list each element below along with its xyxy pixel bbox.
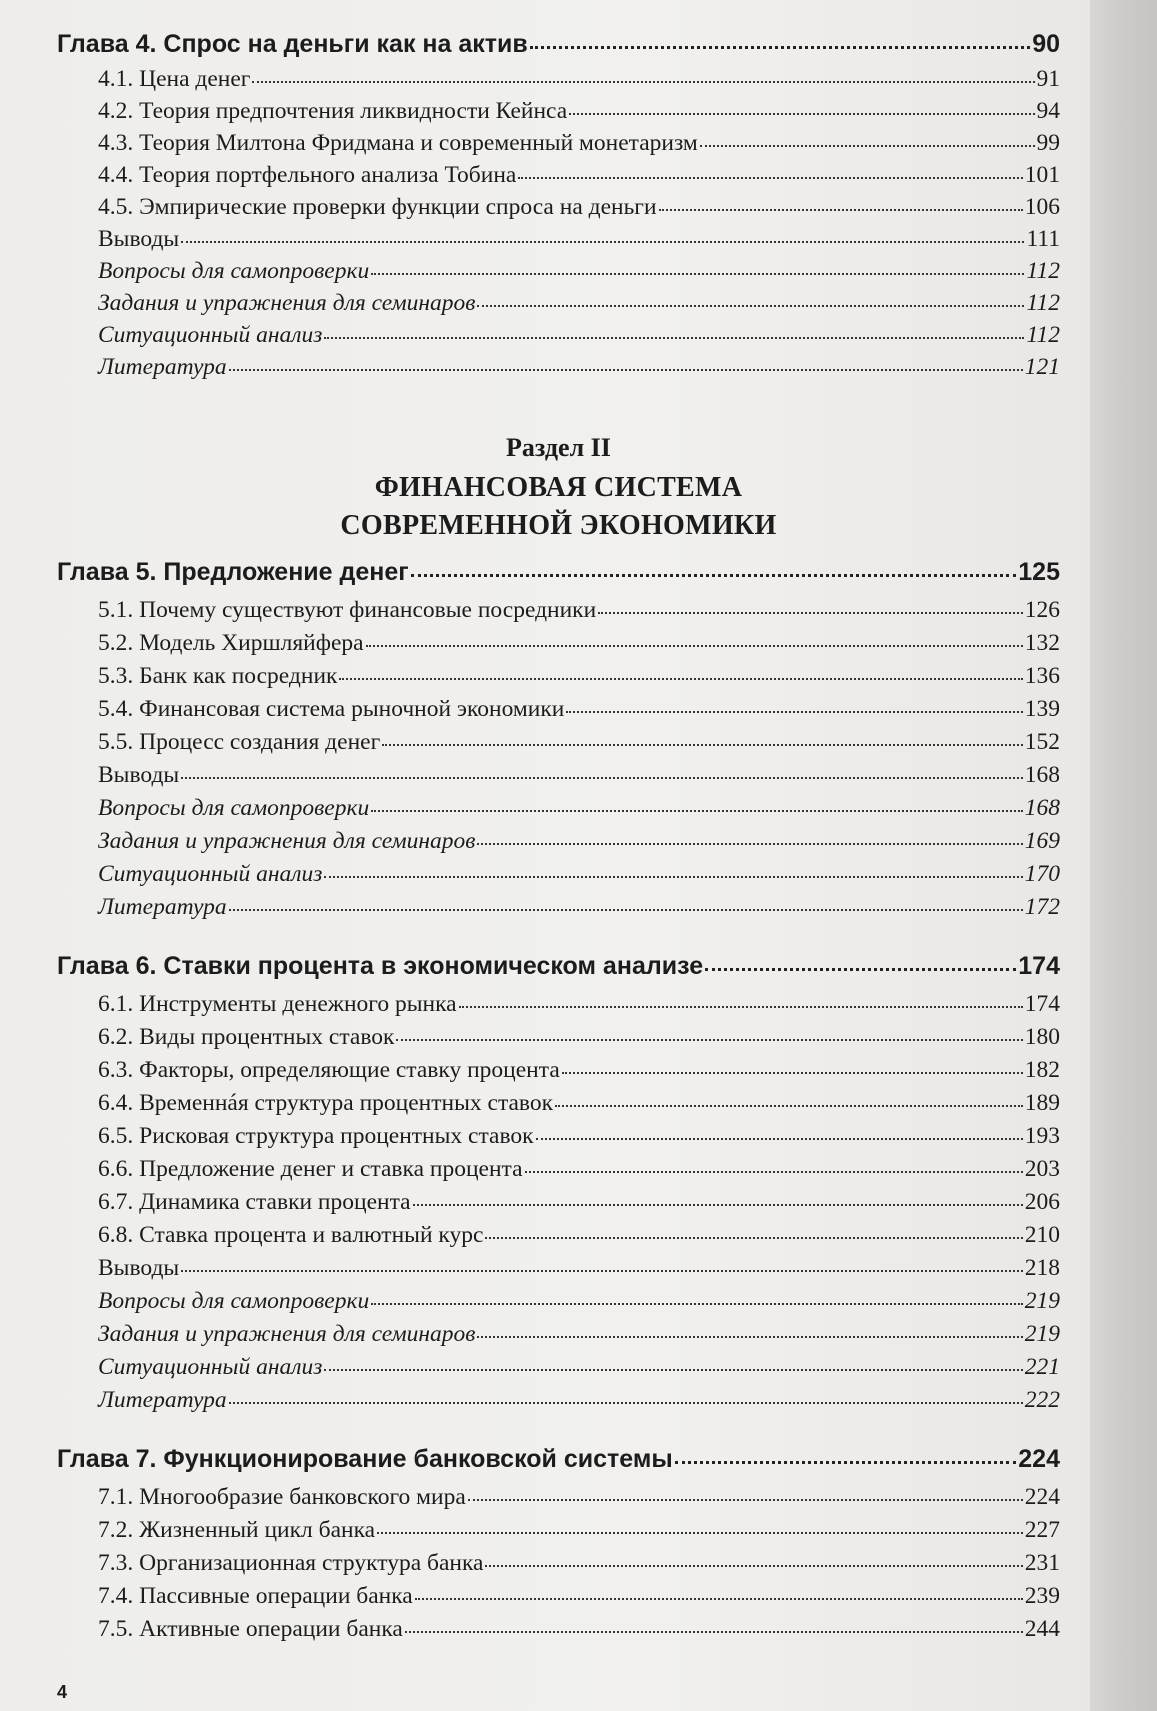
page-ref: 112 bbox=[1026, 322, 1060, 348]
leader-dots bbox=[536, 1137, 1023, 1140]
leader-dots bbox=[324, 875, 1022, 878]
item-label: 7.3. Организационная структура банка bbox=[98, 1550, 484, 1576]
leader-dots bbox=[371, 272, 1024, 275]
leader-dots bbox=[415, 1597, 1023, 1600]
leader-dots bbox=[477, 304, 1024, 307]
toc-item[interactable] bbox=[98, 1024, 1060, 1051]
leader-dots bbox=[468, 1498, 1023, 1501]
toc-item[interactable] bbox=[98, 130, 1060, 157]
toc-item-questions[interactable] bbox=[98, 258, 1060, 285]
item-label: Вопросы для самопроверки bbox=[98, 258, 370, 284]
page-ref: 90 bbox=[1032, 30, 1060, 58]
page-ref: 99 bbox=[1036, 130, 1060, 156]
toc-item[interactable] bbox=[98, 66, 1060, 93]
item-label: Литература bbox=[98, 894, 227, 920]
page-ref: 224 bbox=[1024, 1484, 1060, 1510]
item-label: Ситуационный анализ bbox=[98, 322, 323, 348]
leader-dots bbox=[555, 1104, 1023, 1107]
toc-item-conclusions[interactable] bbox=[98, 226, 1060, 253]
chapter-title: Глава 6. Ставки процента в экономическом анализе bbox=[57, 952, 704, 980]
page-ref: 94 bbox=[1036, 98, 1060, 124]
leader-dots bbox=[413, 1203, 1023, 1206]
toc-item[interactable] bbox=[98, 1156, 1060, 1183]
leader-dots bbox=[477, 1335, 1022, 1338]
page-ref: 239 bbox=[1024, 1583, 1060, 1609]
chapter-5-entry[interactable] bbox=[57, 558, 1060, 587]
leader-dots bbox=[324, 1368, 1022, 1371]
leader-dots bbox=[459, 1005, 1023, 1008]
toc-item[interactable] bbox=[98, 194, 1060, 221]
page-ref: 174 bbox=[1024, 991, 1060, 1017]
toc-item[interactable] bbox=[98, 991, 1060, 1018]
item-label: 6.7. Динамика ставки процента bbox=[98, 1189, 411, 1215]
item-label: 7.5. Активные операции банка bbox=[98, 1616, 403, 1642]
page-ref: 203 bbox=[1024, 1156, 1060, 1182]
leader-dots bbox=[598, 611, 1023, 614]
page-ref: 227 bbox=[1024, 1517, 1060, 1543]
page-ref: 101 bbox=[1024, 162, 1060, 188]
page-ref: 193 bbox=[1024, 1123, 1060, 1149]
toc-item[interactable] bbox=[98, 1189, 1060, 1216]
section-title-line-2: СОВРЕМЕННОЙ ЭКОНОМИКИ bbox=[340, 510, 777, 541]
leader-dots bbox=[562, 1071, 1023, 1074]
item-label: 5.4. Финансовая система рыночной экономики bbox=[98, 696, 565, 722]
leader-dots bbox=[324, 336, 1024, 339]
page-ref: 168 bbox=[1024, 795, 1060, 821]
item-label: 4.5. Эмпирические проверки функции спроса на деньги bbox=[98, 194, 657, 220]
item-label: 5.2. Модель Хиршляйфера bbox=[98, 630, 364, 656]
leader-dots bbox=[566, 710, 1022, 713]
leader-dots bbox=[518, 176, 1022, 179]
leader-dots bbox=[485, 1564, 1022, 1567]
page-ref: 221 bbox=[1024, 1354, 1060, 1380]
toc-item-questions[interactable] bbox=[98, 795, 1060, 822]
leader-dots bbox=[377, 1531, 1023, 1534]
leader-dots bbox=[371, 1302, 1023, 1305]
toc-item-exercises[interactable] bbox=[98, 290, 1060, 317]
leader-dots bbox=[700, 144, 1035, 147]
item-label: 7.2. Жизненный цикл банка bbox=[98, 1517, 376, 1543]
item-label: 6.4. Временнáя структура процентных ставок bbox=[98, 1090, 554, 1116]
page-ref: 210 bbox=[1024, 1222, 1060, 1248]
toc-item[interactable] bbox=[98, 597, 1060, 624]
toc-item[interactable] bbox=[98, 1057, 1060, 1084]
item-label: 5.3. Банк как посредник bbox=[98, 663, 338, 689]
leader-dots bbox=[396, 1038, 1022, 1041]
item-label: 4.3. Теория Милтона Фридмана и современный монетаризм bbox=[98, 130, 698, 156]
page-ref: 244 bbox=[1024, 1616, 1060, 1642]
page-ref: 152 bbox=[1024, 729, 1060, 755]
toc-item[interactable] bbox=[98, 1550, 1060, 1577]
item-label: 6.8. Ставка процента и валютный курс bbox=[98, 1222, 484, 1248]
item-label: Задания и упражнения для семинаров bbox=[98, 1321, 476, 1347]
item-label: 4.1. Цена денег bbox=[98, 66, 251, 92]
toc-item[interactable] bbox=[98, 630, 1060, 657]
leader-dots bbox=[339, 677, 1022, 680]
leader-dots bbox=[525, 1170, 1023, 1173]
toc-item-exercises[interactable] bbox=[98, 828, 1060, 855]
page-ref: 180 bbox=[1024, 1024, 1060, 1050]
toc-item-literature[interactable] bbox=[98, 1387, 1060, 1414]
page-ref: 182 bbox=[1024, 1057, 1060, 1083]
toc-item[interactable] bbox=[98, 98, 1060, 125]
leader-dots bbox=[229, 1401, 1023, 1404]
item-label: 6.6. Предложение денег и ставка процента bbox=[98, 1156, 523, 1182]
toc-item-conclusions[interactable] bbox=[98, 1255, 1060, 1282]
toc-item[interactable] bbox=[98, 1517, 1060, 1544]
item-label: 6.3. Факторы, определяющие ставку процента bbox=[98, 1057, 560, 1083]
item-label: Ситуационный анализ bbox=[98, 861, 323, 887]
page-ref: 189 bbox=[1024, 1090, 1060, 1116]
page-number: 4 bbox=[57, 1682, 68, 1702]
leader-dots bbox=[229, 368, 1023, 371]
item-label: 6.1. Инструменты денежного рынка bbox=[98, 991, 457, 1017]
toc-item-case-study[interactable] bbox=[98, 322, 1060, 349]
toc-item[interactable] bbox=[98, 663, 1060, 690]
item-label: 4.2. Теория предпочтения ликвидности Кейнса bbox=[98, 98, 568, 124]
page-ref: 206 bbox=[1024, 1189, 1060, 1215]
toc-item-conclusions[interactable] bbox=[98, 762, 1060, 789]
chapter-6-entry[interactable] bbox=[57, 952, 1060, 981]
item-label: 7.1. Многообразие банковского мира bbox=[98, 1484, 466, 1510]
page-ref: 222 bbox=[1024, 1387, 1060, 1413]
leader-dots bbox=[659, 208, 1023, 211]
page-ref: 111 bbox=[1026, 226, 1060, 252]
page-ref: 126 bbox=[1024, 597, 1060, 623]
leader-dots bbox=[477, 842, 1022, 845]
chapter-4-entry[interactable] bbox=[57, 30, 1060, 59]
page-ref: 231 bbox=[1024, 1550, 1060, 1576]
chapter-title: Глава 5. Предложение денег bbox=[57, 558, 409, 586]
section-title-line-1: ФИНАНСОВАЯ СИСТЕМА bbox=[374, 472, 743, 503]
page-ref: 219 bbox=[1024, 1321, 1060, 1347]
item-label: 5.5. Процесс создания денег bbox=[98, 729, 381, 755]
leader-dots bbox=[382, 743, 1023, 746]
leader-dots bbox=[366, 644, 1023, 647]
toc-item-case-study[interactable] bbox=[98, 861, 1060, 888]
section-label: Раздел II bbox=[506, 433, 611, 462]
leader-dots bbox=[569, 112, 1034, 115]
toc-item[interactable] bbox=[98, 1583, 1060, 1610]
toc-item[interactable] bbox=[98, 162, 1060, 189]
leader-dots bbox=[371, 809, 1023, 812]
item-label: 7.4. Пассивные операции банка bbox=[98, 1583, 413, 1609]
toc-item-literature[interactable] bbox=[98, 894, 1060, 921]
page-ref: 106 bbox=[1024, 194, 1060, 220]
item-label: Вопросы для самопроверки bbox=[98, 795, 370, 821]
leader-dots bbox=[405, 1630, 1023, 1633]
item-label: 4.4. Теория портфельного анализа Тобина bbox=[98, 162, 517, 188]
leader-dots bbox=[705, 967, 1016, 971]
leader-dots bbox=[530, 45, 1030, 49]
item-label: 6.2. Виды процентных ставок bbox=[98, 1024, 395, 1050]
leader-dots bbox=[675, 1460, 1017, 1464]
page-ref: 174 bbox=[1018, 952, 1060, 980]
item-label: 6.5. Рисковая структура процентных ставок bbox=[98, 1123, 534, 1149]
toc-item-literature[interactable] bbox=[98, 354, 1060, 381]
item-label: Литература bbox=[98, 1387, 227, 1413]
item-label: Выводы bbox=[98, 762, 180, 788]
item-label: Выводы bbox=[98, 226, 180, 252]
page-ref: 172 bbox=[1024, 894, 1060, 920]
item-label: 5.1. Почему существуют финансовые посредники bbox=[98, 597, 597, 623]
toc-item[interactable] bbox=[98, 1484, 1060, 1511]
item-label: Выводы bbox=[98, 1255, 180, 1281]
item-label: Задания и упражнения для семинаров bbox=[98, 290, 476, 316]
item-label: Вопросы для самопроверки bbox=[98, 1288, 370, 1314]
leader-dots bbox=[411, 573, 1017, 577]
page-ref: 112 bbox=[1026, 258, 1060, 284]
item-label: Литература bbox=[98, 354, 227, 380]
toc-item-case-study[interactable] bbox=[98, 1354, 1060, 1381]
toc-item[interactable] bbox=[98, 729, 1060, 756]
leader-dots bbox=[485, 1236, 1022, 1239]
chapter-7-entry[interactable] bbox=[57, 1445, 1060, 1474]
toc-item[interactable] bbox=[98, 1090, 1060, 1117]
page-ref: 169 bbox=[1024, 828, 1060, 854]
page-ref: 91 bbox=[1036, 66, 1060, 92]
toc-item[interactable] bbox=[98, 1123, 1060, 1150]
toc-item[interactable] bbox=[98, 1222, 1060, 1249]
toc-item-questions[interactable] bbox=[98, 1288, 1060, 1315]
page-ref: 219 bbox=[1024, 1288, 1060, 1314]
page-ref: 218 bbox=[1024, 1255, 1060, 1281]
item-label: Ситуационный анализ bbox=[98, 1354, 323, 1380]
chapter-title: Глава 4. Спрос на деньги как на актив bbox=[57, 30, 528, 58]
leader-dots bbox=[181, 1269, 1023, 1272]
page-ref: 125 bbox=[1018, 558, 1060, 586]
toc-item-exercises[interactable] bbox=[98, 1321, 1060, 1348]
chapter-title: Глава 7. Функционирование банковской системы bbox=[57, 1445, 673, 1473]
toc-item[interactable] bbox=[98, 696, 1060, 723]
page-ref: 121 bbox=[1024, 354, 1060, 380]
leader-dots bbox=[181, 240, 1024, 243]
leader-dots bbox=[181, 776, 1023, 779]
page-ref: 112 bbox=[1026, 290, 1060, 316]
leader-dots bbox=[252, 80, 1034, 83]
page-ref: 170 bbox=[1024, 861, 1060, 887]
page-ref: 136 bbox=[1024, 663, 1060, 689]
leader-dots bbox=[229, 908, 1023, 911]
page-ref: 139 bbox=[1024, 696, 1060, 722]
page-ref: 168 bbox=[1024, 762, 1060, 788]
item-label: Задания и упражнения для семинаров bbox=[98, 828, 476, 854]
page-ref: 132 bbox=[1024, 630, 1060, 656]
page-ref: 224 bbox=[1018, 1445, 1060, 1473]
toc-item[interactable] bbox=[98, 1616, 1060, 1643]
